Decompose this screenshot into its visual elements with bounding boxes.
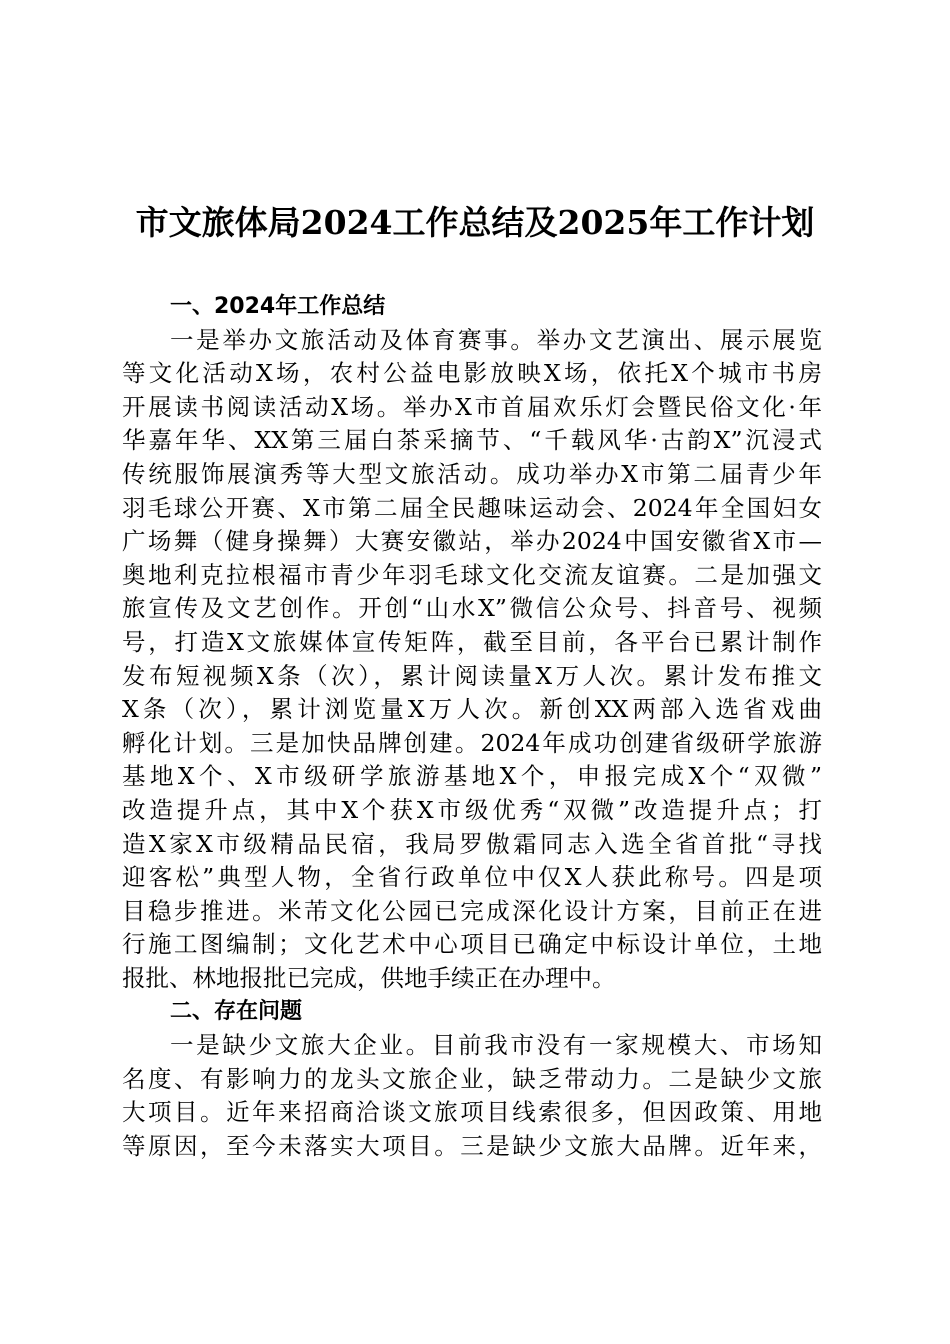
text-line: X条（次），累计浏览量X万人次。新创XX两部入选省戏曲 <box>122 695 822 724</box>
text-line: 传统服饰展演秀等大型文旅活动。成功举办X市第二届青少年 <box>122 459 822 488</box>
text-line: 华嘉年华、XX第三届白茶采摘节、“千载风华·古韵X”沉浸式 <box>122 426 822 455</box>
text-line: 等原因，至今未落实大项目。三是缺少文旅大品牌。近年来， <box>122 1131 822 1160</box>
document-body <box>122 290 822 1163</box>
text-line: 大项目。近年来招商洽谈文旅项目线索很多，但因政策、用地 <box>122 1098 822 1127</box>
text-line: 开展读书阅读活动X场。举办X市首届欢乐灯会暨民俗文化·年 <box>122 392 822 421</box>
text-line: 发布短视频X条（次），累计阅读量X万人次。累计发布推文 <box>122 661 822 690</box>
text-line: 迎客松”典型人物，全省行政单位中仅X人获此称号。四是项 <box>122 863 822 892</box>
section-heading: 一、2024年工作总结 <box>170 294 386 319</box>
text-line: 名度、有影响力的龙头文旅企业，缺乏带动力。二是缺少文旅 <box>122 1064 822 1093</box>
text-line: 旅宣传及文艺创作。开创“山水X”微信公众号、抖音号、视频 <box>122 594 822 623</box>
document-title: 市文旅体局2024工作总结及2025年工作计划 <box>135 203 815 242</box>
text-line: 羽毛球公开赛、X市第二届全民趣味运动会、2024年全国妇女 <box>122 493 822 522</box>
text-line: 报批、林地报批已完成，供地手续正在办理中。 <box>122 963 616 992</box>
section-problems <box>122 995 822 1163</box>
section-heading: 二、存在问题 <box>170 999 303 1025</box>
text-line: 改造提升点，其中X个获X市级优秀“双微”改造提升点；打 <box>122 795 822 824</box>
text-line: 孵化计划。三是加快品牌创建。2024年成功创建省级研学旅游 <box>122 728 822 757</box>
text-line: 号，打造X文旅媒体宣传矩阵，截至目前，各平台已累计制作 <box>122 627 822 656</box>
text-line: 行施工图编制；文化艺术中心项目已确定中标设计单位，土地 <box>122 930 822 959</box>
text-line: 等文化活动X场，农村公益电影放映X场，依托X个城市书房 <box>122 359 822 388</box>
text-line: 一是举办文旅活动及体育赛事。举办文艺演出、展示展览 <box>170 325 822 354</box>
text-line: 目稳步推进。米芾文化公园已完成深化设计方案，目前正在进 <box>122 896 822 925</box>
text-line: 广场舞（健身操舞）大赛安徽站，举办2024中国安徽省X市— <box>122 527 822 556</box>
section-summary-2024 <box>122 290 822 995</box>
text-line: 一是缺少文旅大企业。目前我市没有一家规模大、市场知 <box>170 1031 822 1060</box>
text-line: 造X家X市级精品民宿，我局罗傲霜同志入选全省首批“寻找 <box>122 829 822 858</box>
text-line: 奥地利克拉根福市青少年羽毛球文化交流友谊赛。二是加强文 <box>122 560 822 589</box>
text-line: 基地X个、X市级研学旅游基地X个，申报完成X个“双微” <box>122 762 822 791</box>
